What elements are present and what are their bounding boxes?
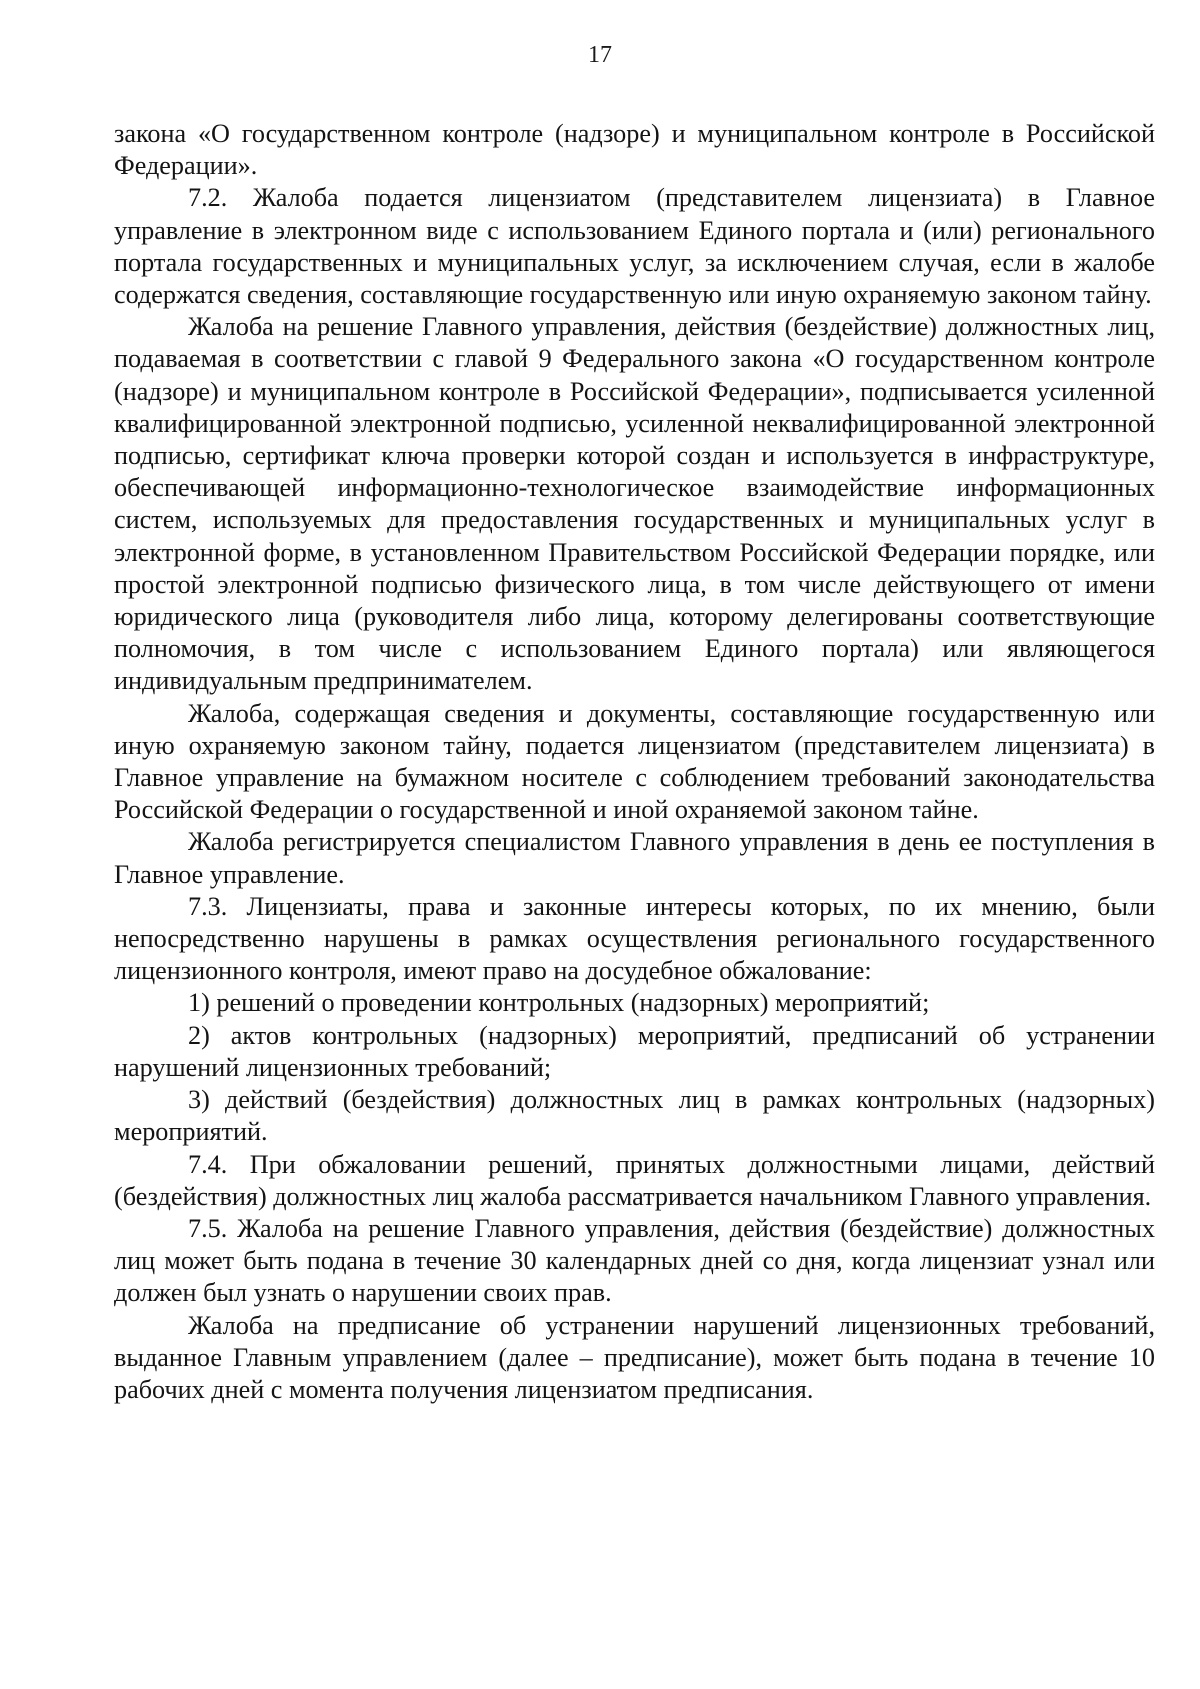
paragraph-7-5: 7.5. Жалоба на решение Главного управления, действия (бездействие) должностных лиц может быть подана в течение 30 календарных дней со дня, когда лицензиат узнал или должен был узнать о нарушении своих прав. [114, 1213, 1155, 1308]
paragraph-7-3: 7.3. Лицензиаты, права и законные интересы которых, по их мнению, были непосредственно нарушены в рамках осуществления регионального государственного лицензионного контроля, имеют право на досудебное обжалование: [114, 891, 1155, 986]
paragraph-complaint-registration: Жалоба регистрируется специалистом Главного управления в день ее поступления в Главное управление. [114, 827, 1155, 889]
document-body [114, 118, 1155, 1406]
paragraph-law-title-continuation: закона «О государственном контроле (надзоре) и муниципальном контроле в Российской Федерации». [114, 119, 1155, 181]
list-item-2: 2) актов контрольных (надзорных) мероприятий, предписаний об устранении нарушений лицензионных требований; [114, 1020, 1155, 1082]
paragraph-complaint-secret: Жалоба, содержащая сведения и документы, составляющие государственную или иную охраняемую законом тайну, подается лицензиатом (представителем лицензиата) в Главное управление на бумажном носителе с соблюдением требований законодательства Российской Федерации о государственной и иной охраняемой законом тайне. [114, 698, 1155, 825]
paragraph-prescription-complaint: Жалоба на предписание об устранении нарушений лицензионных требований, выданное Главным управлением (далее – предписание), может быть подана в течение 10 рабочих дней с момента получения лицензиатом предписания. [114, 1310, 1155, 1404]
page-number: 17 [588, 42, 612, 68]
paragraph-7-4: 7.4. При обжаловании решений, принятых должностными лицами, действий (бездействия) должностных лиц жалоба рассматривается начальником Главного управления. [114, 1149, 1155, 1211]
list-item-1: 1) решений о проведении контрольных (надзорных) мероприятий; [188, 988, 930, 1018]
paragraph-complaint-signature: Жалоба на решение Главного управления, действия (бездействие) должностных лиц, подаваемая в соответствии с главой 9 Федерального закона «О государственном контроле (надзоре) и муниципальном контроле в Российской Федерации», подписывается усиленной квалифицированной электронной подписью, усиленной неквалифицированной электронной подписью, сертификат ключа проверки которой создан и используется в инфраструктуре, обеспечивающей информационно-технологическое взаимодействие информационных систем, используемых для предоставления государственных и муниципальных услуг в электронной форме, в установленном Правительством Российской Федерации порядке, или простой электронной подписью физического лица, в том числе действующего от имени юридического лица (руководителя либо лица, которому делегированы соответствующие полномочия, в том числе с использованием Единого портала) или являющегося индивидуальным предпринимателем. [114, 312, 1155, 696]
list-item-3: 3) действий (бездействия) должностных лиц в рамках контрольных (надзорных) мероприятий. [114, 1085, 1155, 1147]
paragraph-7-2: 7.2. Жалоба подается лицензиатом (представителем лицензиата) в Главное управление в электронном виде с использованием Единого портала и (или) регионального портала государственных и муниципальных услуг, за исключением случая, если в жалобе содержатся сведения, составляющие государственную или иную охраняемую законом тайну. [114, 183, 1155, 310]
